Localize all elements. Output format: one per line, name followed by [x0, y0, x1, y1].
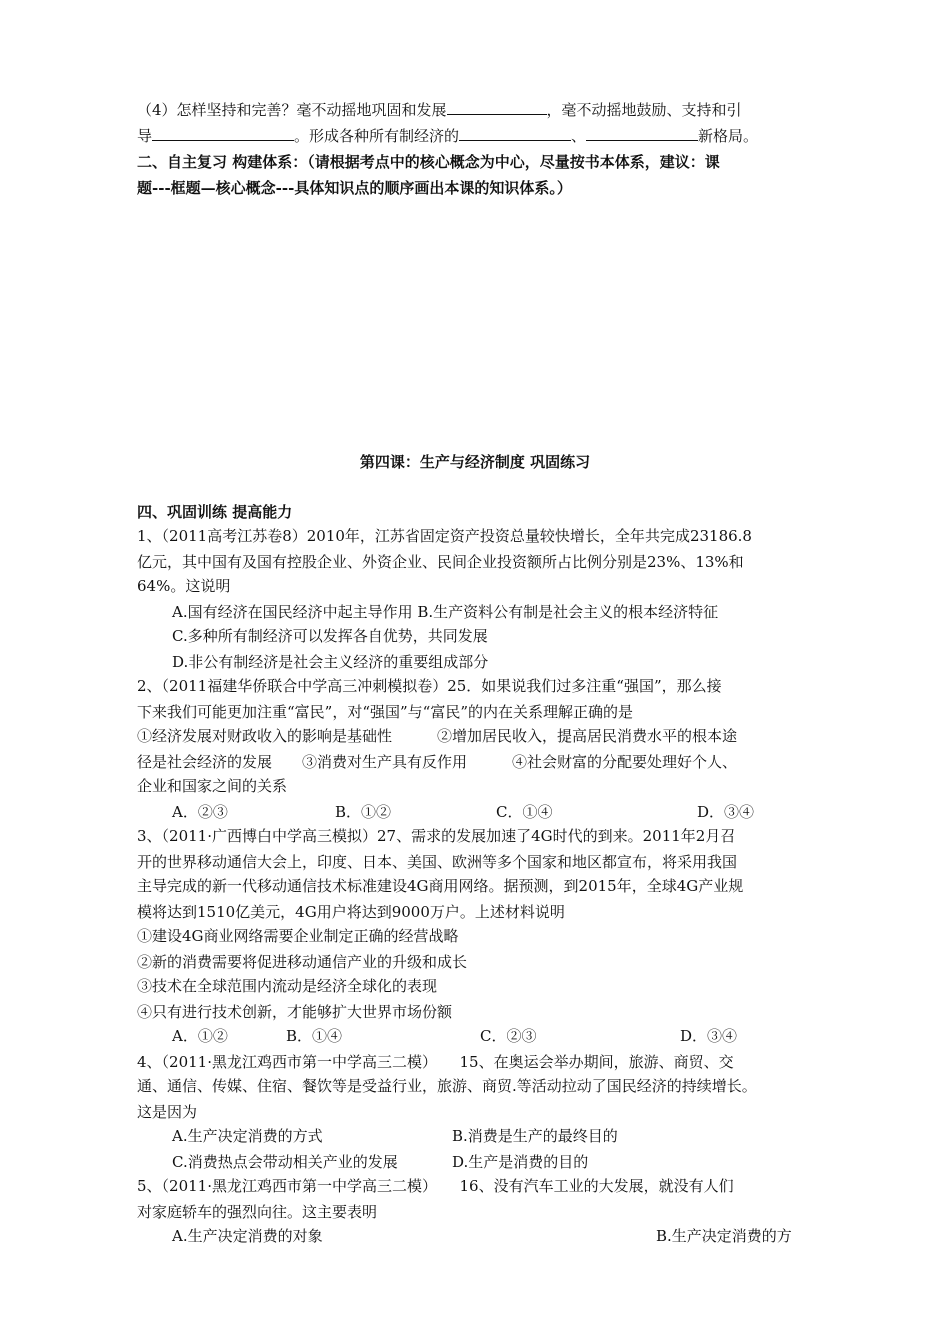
q1-stem: 亿元，其中国有及国有控股企业、外资企业、民间企业投资额所占比例分别是23%、13%和	[137, 553, 744, 571]
q4-fill-line-1	[137, 98, 742, 122]
q2-statement: 径是社会经济的发展 ③消费对生产具有反作用 ④社会财富的分配要处理好个人、	[137, 753, 738, 771]
q4-fill-text: （4）怎样坚持和完善？毫不动摇地巩固和发展	[137, 101, 447, 119]
q3-stem: 3、（2011·广西博白中学高三模拟）27、需求的发展加速了4G时代的到来。2011年2月召	[137, 827, 736, 845]
q4-option-a[interactable]: A.生产决定消费的方式	[172, 1127, 323, 1145]
answer-blank[interactable]	[459, 125, 571, 141]
q1-option-d[interactable]: D.非公有制经济是社会主义经济的重要组成部分	[172, 653, 489, 671]
q5-option-b[interactable]: B.生产决定消费的方	[656, 1227, 792, 1245]
section-4-heading: 四、巩固训练 提高能力	[137, 503, 293, 521]
q3-option-a[interactable]: A．①②	[172, 1027, 228, 1045]
q4-fill-text: 新格局。	[698, 127, 759, 145]
q5-stem: 5、（2011·黑龙江鸡西市第一中学高三二模） 16、没有汽车工业的大发展，就没有人们	[137, 1177, 734, 1195]
q4-fill-text: 导	[137, 127, 153, 145]
q3-stem: 模将达到1510亿美元，4G用户将达到9000万户。上述材料说明	[137, 903, 565, 921]
q2-option-d[interactable]: D．③④	[697, 803, 755, 821]
q2-option-c[interactable]: C．①④	[496, 803, 553, 821]
q4-option-d[interactable]: D.生产是消费的目的	[452, 1153, 589, 1171]
q4-option-b[interactable]: B.消费是生产的最终目的	[452, 1127, 618, 1145]
q1-stem: 1、（2011高考江苏卷8）2010年，江苏省固定资产投资总量较快增长，全年共完成23186.8	[137, 527, 752, 545]
section-2-heading: 二、自主复习 构建体系：（请根据考点中的核心概念为中心，尽量按书本体系，建议：课	[137, 153, 720, 171]
q3-stem: 开的世界移动通信大会上，印度、日本、美国、欧洲等多个国家和地区都宣布，将采用我国	[137, 853, 738, 871]
q3-option-d[interactable]: D．③④	[680, 1027, 738, 1045]
q2-option-a[interactable]: A．②③	[172, 803, 228, 821]
q4-stem: 通、通信、传媒、住宿、餐饮等是受益行业，旅游、商贸.等活动拉动了国民经济的持续增长。	[137, 1077, 757, 1095]
q4-fill-text: 。形成各种所有制经济的	[294, 127, 460, 145]
q2-stem: 下来我们可能更加注重“富民”，对“强国”与“富民”的内在关系理解正确的是	[137, 703, 634, 721]
q5-option-a[interactable]: A.生产决定消费的对象	[172, 1227, 323, 1245]
q2-statement: ①经济发展对财政收入的影响是基础性 ②增加居民收入，提高居民消费水平的根本途	[137, 727, 738, 745]
answer-blank[interactable]	[152, 125, 294, 141]
q4-stem: 4、（2011·黑龙江鸡西市第一中学高三二模） 15、在奥运会举办期间，旅游、商贸、交	[137, 1053, 734, 1071]
q2-option-b[interactable]: B．①②	[335, 803, 392, 821]
q3-statement: ③技术在全球范围内流动是经济全球化的表现	[137, 977, 438, 995]
q1-stem: 64%。这说明	[137, 577, 231, 595]
section-2-heading-cont: 题---框题—核心概念---具体知识点的顺序画出本课的知识体系。）	[137, 179, 572, 197]
answer-blank[interactable]	[586, 125, 698, 141]
q5-stem: 对家庭轿车的强烈向往。这主要表明	[137, 1203, 378, 1221]
q2-statement: 企业和国家之间的关系	[137, 777, 288, 795]
answer-blank[interactable]	[447, 99, 547, 115]
q4-fill-text: ，毫不动摇地鼓励、支持和引	[546, 101, 742, 119]
q1-option-a-b[interactable]: A.国有经济在国民经济中起主导作用 B.生产资料公有制是社会主义的根本经济特征	[172, 603, 719, 621]
q4-option-c[interactable]: C.消费热点会带动相关产业的发展	[172, 1153, 398, 1171]
q3-statement: ①建设4G商业网络需要企业制定正确的经营战略	[137, 927, 459, 945]
q3-statement: ④只有进行技术创新，才能够扩大世界市场份额	[137, 1003, 453, 1021]
q3-option-c[interactable]: C．②③	[480, 1027, 537, 1045]
q4-fill-text: 、	[571, 127, 587, 145]
q3-option-b[interactable]: B．①④	[286, 1027, 343, 1045]
q2-stem: 2、（2011福建华侨联合中学高三冲刺模拟卷）25．如果说我们过多注重“强国”，那么接	[137, 677, 722, 695]
q1-option-c[interactable]: C.多种所有制经济可以发挥各自优势，共同发展	[172, 627, 488, 645]
lesson-title: 第四课：生产与经济制度 巩固练习	[359, 453, 591, 471]
q3-statement: ②新的消费需要将促进移动通信产业的升级和成长	[137, 953, 468, 971]
q4-stem: 这是因为	[137, 1103, 198, 1121]
q4-fill-line-2	[137, 124, 758, 148]
q3-stem: 主导完成的新一代移动通信技术标准建设4G商用网络。据预测，到2015年，全球4G产业规	[137, 877, 744, 895]
